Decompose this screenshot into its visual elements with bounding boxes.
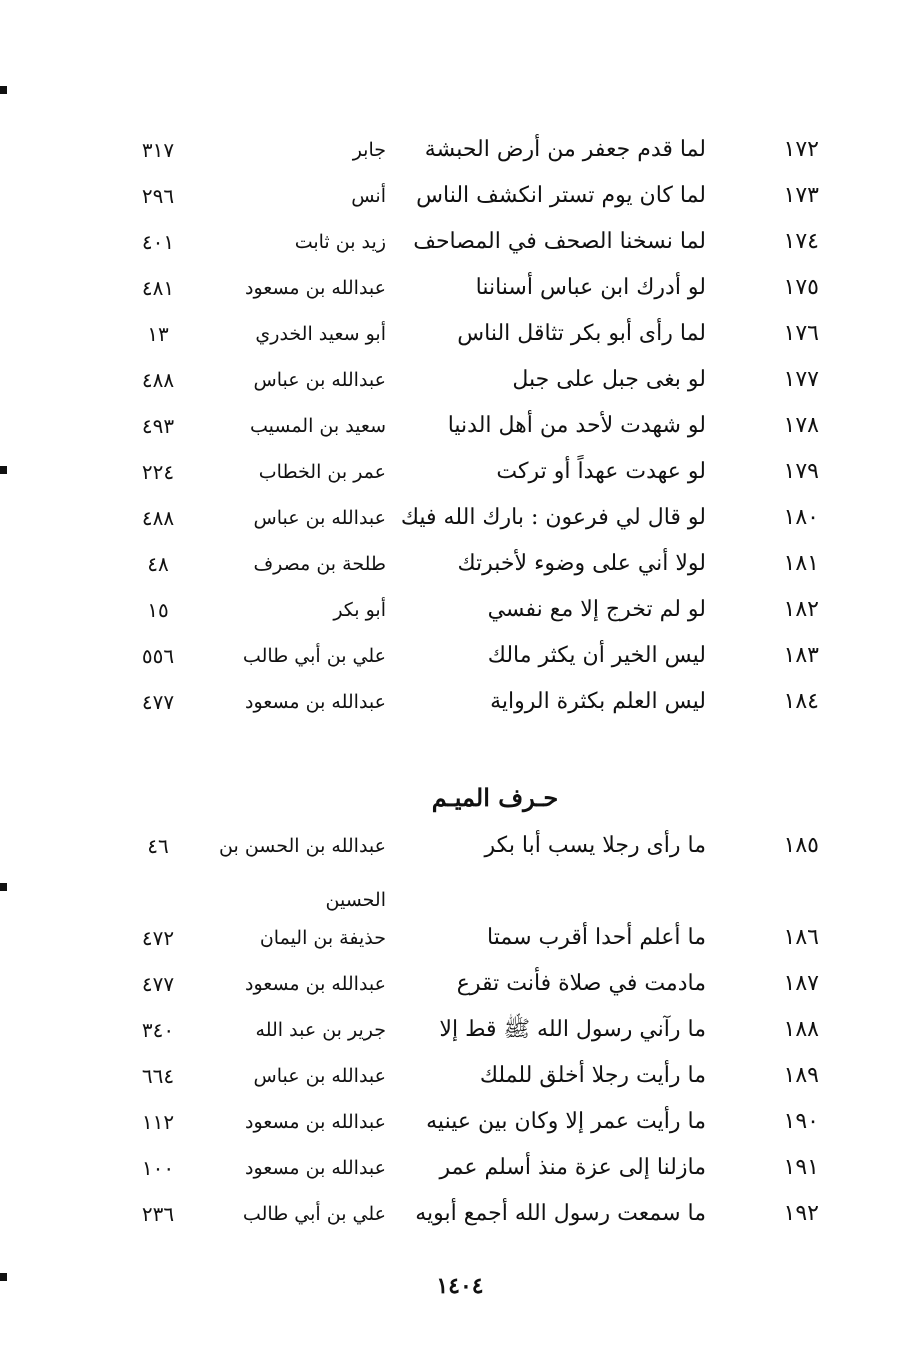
- entry-page: ١١٢: [141, 1110, 175, 1134]
- entry-narrator: عمر بن الخطاب: [258, 461, 386, 483]
- page-number: ١٤٠٤: [436, 1273, 484, 1299]
- entry-text: مازلنا إلى عزة منذ أسلم عمر: [439, 1155, 706, 1180]
- scan-mark: [0, 466, 7, 474]
- index-row: [0, 636, 924, 676]
- index-row: [0, 268, 924, 308]
- entry-narrator: عبدالله بن مسعود: [245, 973, 386, 995]
- entry-page: ٦٦٤: [141, 1064, 175, 1088]
- entry-page: ٢٣٦: [141, 1202, 175, 1226]
- entry-number: ١٨٧: [783, 971, 819, 996]
- index-row: [0, 1194, 924, 1234]
- entry-text: ما رآني رسول الله ﷺ قط إلا: [439, 1017, 706, 1042]
- entry-page: ٤٠١: [141, 230, 175, 254]
- entry-text: مادمت في صلاة فأنت تقرع: [456, 971, 706, 996]
- entry-narrator: طلحة بن مصرف: [253, 553, 386, 575]
- entry-text: ما رأيت رجلا أخلق للملك: [479, 1063, 706, 1088]
- index-row: [0, 682, 924, 722]
- entry-text: ما سمعت رسول الله أجمع أبويه: [415, 1201, 706, 1226]
- narrator-continuation: الحسين: [325, 889, 386, 911]
- entry-narrator: حذيفة بن اليمان: [259, 927, 386, 949]
- entry-number: ١٧٢: [783, 137, 819, 162]
- entry-narrator: عبدالله بن عباس: [253, 507, 386, 529]
- entry-page: ٤٧٧: [141, 972, 175, 996]
- entry-number: ١٩٢: [783, 1201, 819, 1226]
- entry-text: لولا أني على وضوء لأخبرتك: [457, 551, 706, 576]
- entry-number: ١٩١: [783, 1155, 819, 1180]
- entry-narrator: عبدالله بن مسعود: [245, 277, 386, 299]
- entry-number: ١٨٣: [783, 643, 819, 668]
- index-row: [0, 314, 924, 354]
- entry-number: ١٨١: [783, 551, 819, 576]
- entry-text: ما رأيت عمر إلا وكان بين عينيه: [426, 1109, 706, 1134]
- index-row: [0, 406, 924, 446]
- entry-number: ١٧٦: [783, 321, 819, 346]
- entry-narrator: جرير بن عبد الله: [255, 1019, 386, 1041]
- entry-page: ٢٩٦: [141, 184, 175, 208]
- entry-page: ٤٨١: [141, 276, 175, 300]
- entry-number: ١٨٢: [783, 597, 819, 622]
- entry-number: ١٧٤: [783, 229, 819, 254]
- index-row: [0, 360, 924, 400]
- index-row: [0, 452, 924, 492]
- entry-text: لو لم تخرج إلا مع نفسي: [487, 597, 706, 622]
- index-row: [0, 826, 924, 866]
- entry-narrator: عبدالله بن مسعود: [245, 691, 386, 713]
- entry-page: ١٥: [147, 598, 169, 622]
- entry-narrator: عبدالله بن عباس: [253, 1065, 386, 1087]
- entry-number: ١٩٠: [783, 1109, 819, 1134]
- entry-narrator: علي بن أبي طالب: [242, 1203, 386, 1225]
- entry-text: لو أدرك ابن عباس أسناننا: [475, 275, 706, 300]
- entry-page: ٣١٧: [141, 138, 175, 162]
- entry-text: لو عهدت عهداً أو تركت: [496, 459, 706, 484]
- index-row: [0, 1102, 924, 1142]
- scan-mark: [0, 1273, 7, 1281]
- entry-number: ١٧٨: [783, 413, 819, 438]
- index-row: [0, 1010, 924, 1050]
- entry-page: ١٠٠: [141, 1156, 175, 1180]
- entry-text: لما كان يوم تستر انكشف الناس: [416, 183, 706, 208]
- entry-text: ما رأى رجلا يسب أبا بكر: [484, 833, 706, 858]
- entry-page: ٤٩٣: [141, 414, 175, 438]
- index-row: [0, 498, 924, 538]
- entry-number: ١٨٦: [783, 925, 819, 950]
- entry-text: لو بغى جبل على جبل: [512, 367, 706, 392]
- scan-mark: [0, 883, 7, 891]
- entry-narrator: أبو سعيد الخدري: [255, 323, 386, 345]
- entry-narrator: عبدالله بن مسعود: [245, 1157, 386, 1179]
- entry-narrator: عبدالله بن الحسن بن: [219, 835, 386, 857]
- index-row: [0, 544, 924, 584]
- entry-page: ٥٥٦: [141, 644, 175, 668]
- entry-text: لما رأى أبو بكر تثاقل الناس: [457, 321, 706, 346]
- entry-number: ١٨٨: [783, 1017, 819, 1042]
- entry-page: ٤٦: [147, 834, 169, 858]
- entry-number: ١٨٠: [783, 505, 819, 530]
- entry-narrator: علي بن أبي طالب: [242, 645, 386, 667]
- entry-text: ليس الخير أن يكثر مالك: [487, 643, 706, 668]
- entry-text: لما نسخنا الصحف في المصاحف: [413, 229, 706, 254]
- entry-number: ١٧٣: [783, 183, 819, 208]
- entry-narrator: أنس: [351, 185, 386, 207]
- entry-number: ١٧٧: [783, 367, 819, 392]
- entry-number: ١٨٤: [783, 689, 819, 714]
- entry-narrator: عبدالله بن مسعود: [245, 1111, 386, 1133]
- section-heading: حـرف الميـم: [431, 783, 559, 812]
- entry-text: لو شهدت لأحد من أهل الدنيا: [447, 413, 706, 438]
- entry-narrator: عبدالله بن عباس: [253, 369, 386, 391]
- index-row: [0, 918, 924, 958]
- index-row: [0, 176, 924, 216]
- index-row: [0, 1148, 924, 1188]
- entry-text: ما أعلم أحدا أقرب سمتا: [487, 925, 706, 950]
- entry-number: ١٨٥: [783, 833, 819, 858]
- entry-narrator: جابر: [352, 139, 386, 161]
- entry-page: ٤٧٢: [141, 926, 175, 950]
- entry-number: ١٨٩: [783, 1063, 819, 1088]
- entry-narrator: زيد بن ثابت: [294, 231, 386, 253]
- entry-text: لو قال لي فرعون : بارك الله فيك: [400, 505, 706, 530]
- index-row: [0, 590, 924, 630]
- scan-mark: [0, 86, 7, 94]
- index-row: [0, 130, 924, 170]
- entry-narrator: سعيد بن المسيب: [249, 415, 386, 437]
- entry-page: ٤٨٨: [141, 368, 175, 392]
- entry-page: ١٣: [147, 322, 169, 346]
- entry-text: ليس العلم بكثرة الرواية: [490, 689, 706, 714]
- entry-narrator: أبو بكر: [333, 599, 386, 621]
- index-row: [0, 222, 924, 262]
- entry-text: لما قدم جعفر من أرض الحبشة: [424, 137, 706, 162]
- entry-page: ٤٨: [147, 552, 169, 576]
- entry-number: ١٧٥: [783, 275, 819, 300]
- entry-page: ٤٨٨: [141, 506, 175, 530]
- entry-number: ١٧٩: [783, 459, 819, 484]
- index-row: [0, 1056, 924, 1096]
- entry-page: ٢٢٤: [141, 460, 175, 484]
- entry-page: ٤٧٧: [141, 690, 175, 714]
- entry-page: ٣٤٠: [141, 1018, 175, 1042]
- index-row: [0, 964, 924, 1004]
